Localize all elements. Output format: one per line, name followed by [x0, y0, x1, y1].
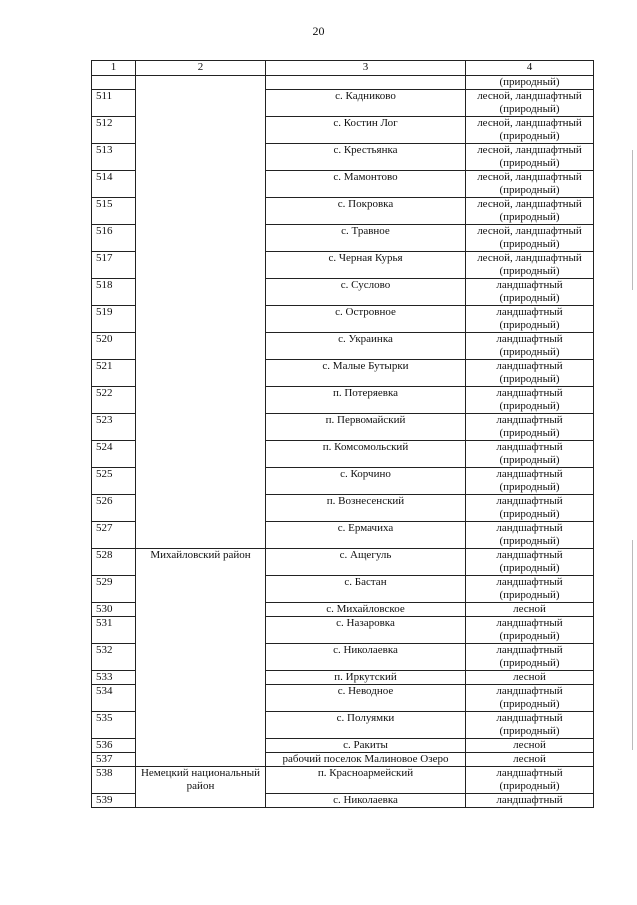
- district-cell: Немецкий национальный район: [136, 767, 266, 808]
- row-number-cell: 521: [92, 360, 136, 387]
- type-cell: лесной, ландшафтный (природный): [466, 171, 594, 198]
- row-number-cell: 518: [92, 279, 136, 306]
- row-number-cell: 524: [92, 441, 136, 468]
- row-number-cell: 532: [92, 644, 136, 671]
- row-number-cell: 527: [92, 522, 136, 549]
- type-cell: ландшафтный (природный): [466, 644, 594, 671]
- row-number-cell: 535: [92, 712, 136, 739]
- type-cell: лесной, ландшафтный (природный): [466, 117, 594, 144]
- row-number-cell: 531: [92, 617, 136, 644]
- type-cell: ландшафтный (природный): [466, 414, 594, 441]
- settlement-cell: с. Корчино: [266, 468, 466, 495]
- type-cell: ландшафтный (природный): [466, 712, 594, 739]
- table-row: [92, 549, 594, 576]
- table-cell: [92, 76, 136, 90]
- row-number-cell: 523: [92, 414, 136, 441]
- district-cell: Михайловский район: [136, 549, 266, 767]
- settlement-cell: с. Костин Лог: [266, 117, 466, 144]
- settlement-cell: п. Красноармейский: [266, 767, 466, 794]
- settlement-cell: с. Малые Бутырки: [266, 360, 466, 387]
- settlement-cell: с. Украинка: [266, 333, 466, 360]
- scan-edge-mark: [632, 540, 633, 750]
- type-cell: лесной, ландшафтный (природный): [466, 198, 594, 225]
- row-number-cell: 515: [92, 198, 136, 225]
- settlements-table: [91, 60, 594, 808]
- type-cell: ландшафтный (природный): [466, 360, 594, 387]
- settlement-cell: п. Вознесенский: [266, 495, 466, 522]
- settlement-cell: с. Суслово: [266, 279, 466, 306]
- row-number-cell: 514: [92, 171, 136, 198]
- row-number-cell: 526: [92, 495, 136, 522]
- settlement-cell: п. Первомайский: [266, 414, 466, 441]
- type-cell: лесной: [466, 603, 594, 617]
- row-number-cell: 528: [92, 549, 136, 576]
- settlement-cell: с. Ащегуль: [266, 549, 466, 576]
- type-cell: лесной, ландшафтный (природный): [466, 144, 594, 171]
- row-number-cell: 525: [92, 468, 136, 495]
- type-cell: лесной, ландшафтный (природный): [466, 252, 594, 279]
- settlement-cell: п. Потеряевка: [266, 387, 466, 414]
- row-number-cell: 516: [92, 225, 136, 252]
- row-number-cell: 538: [92, 767, 136, 794]
- row-number-cell: 539: [92, 794, 136, 808]
- type-cell: ландшафтный (природный): [466, 617, 594, 644]
- settlement-cell: с. Ермачиха: [266, 522, 466, 549]
- row-number-cell: 520: [92, 333, 136, 360]
- type-cell: ландшафтный (природный): [466, 306, 594, 333]
- table-row: [92, 767, 594, 794]
- type-cell: ландшафтный (природный): [466, 441, 594, 468]
- type-cell: лесной: [466, 753, 594, 767]
- settlement-cell: с. Травное: [266, 225, 466, 252]
- continuation-row: [92, 76, 594, 90]
- settlement-cell: с. Назаровка: [266, 617, 466, 644]
- type-cell: (природный): [466, 76, 594, 90]
- row-number-cell: 519: [92, 306, 136, 333]
- type-cell: ландшафтный (природный): [466, 522, 594, 549]
- scan-edge-mark: [632, 150, 633, 290]
- type-cell: ландшафтный (природный): [466, 387, 594, 414]
- type-cell: ландшафтный (природный): [466, 279, 594, 306]
- settlement-cell: рабочий поселок Малиновое Озеро: [266, 753, 466, 767]
- type-cell: ландшафтный (природный): [466, 549, 594, 576]
- row-number-cell: 529: [92, 576, 136, 603]
- settlement-cell: с. Михайловское: [266, 603, 466, 617]
- page-number: 20: [312, 24, 325, 38]
- type-cell: ландшафтный (природный): [466, 576, 594, 603]
- settlement-cell: с. Кадниково: [266, 90, 466, 117]
- settlement-cell: с. Николаевка: [266, 644, 466, 671]
- row-number-cell: 536: [92, 739, 136, 753]
- settlement-cell: с. Покровка: [266, 198, 466, 225]
- column-header: 3: [266, 61, 466, 76]
- column-header: 4: [466, 61, 594, 76]
- type-cell: лесной: [466, 739, 594, 753]
- row-number-cell: 534: [92, 685, 136, 712]
- type-cell: лесной: [466, 671, 594, 685]
- settlement-cell: с. Ракиты: [266, 739, 466, 753]
- type-cell: ландшафтный: [466, 794, 594, 808]
- district-cell: [136, 76, 266, 549]
- settlement-cell: п. Иркутский: [266, 671, 466, 685]
- type-cell: ландшафтный (природный): [466, 685, 594, 712]
- type-cell: лесной, ландшафтный (природный): [466, 225, 594, 252]
- settlement-cell: с. Островное: [266, 306, 466, 333]
- row-number-cell: 530: [92, 603, 136, 617]
- row-number-cell: 513: [92, 144, 136, 171]
- type-cell: лесной, ландшафтный (природный): [466, 90, 594, 117]
- table-body: [92, 76, 594, 808]
- settlement-cell: с. Мамонтово: [266, 171, 466, 198]
- column-header: 1: [92, 61, 136, 76]
- type-cell: ландшафтный (природный): [466, 767, 594, 794]
- settlement-cell: с. Черная Курья: [266, 252, 466, 279]
- column-header: 2: [136, 61, 266, 76]
- settlement-cell: с. Неводное: [266, 685, 466, 712]
- row-number-cell: 517: [92, 252, 136, 279]
- settlement-cell: п. Комсомольский: [266, 441, 466, 468]
- type-cell: ландшафтный (природный): [466, 333, 594, 360]
- settlement-cell: с. Полуямки: [266, 712, 466, 739]
- type-cell: ландшафтный (природный): [466, 468, 594, 495]
- row-number-cell: 512: [92, 117, 136, 144]
- table-header-row: [92, 61, 594, 76]
- row-number-cell: 522: [92, 387, 136, 414]
- table-cell: [266, 76, 466, 90]
- row-number-cell: 511: [92, 90, 136, 117]
- type-cell: ландшафтный (природный): [466, 495, 594, 522]
- settlement-cell: с. Крестьянка: [266, 144, 466, 171]
- settlement-cell: с. Николаевка: [266, 794, 466, 808]
- settlement-cell: с. Бастан: [266, 576, 466, 603]
- row-number-cell: 537: [92, 753, 136, 767]
- row-number-cell: 533: [92, 671, 136, 685]
